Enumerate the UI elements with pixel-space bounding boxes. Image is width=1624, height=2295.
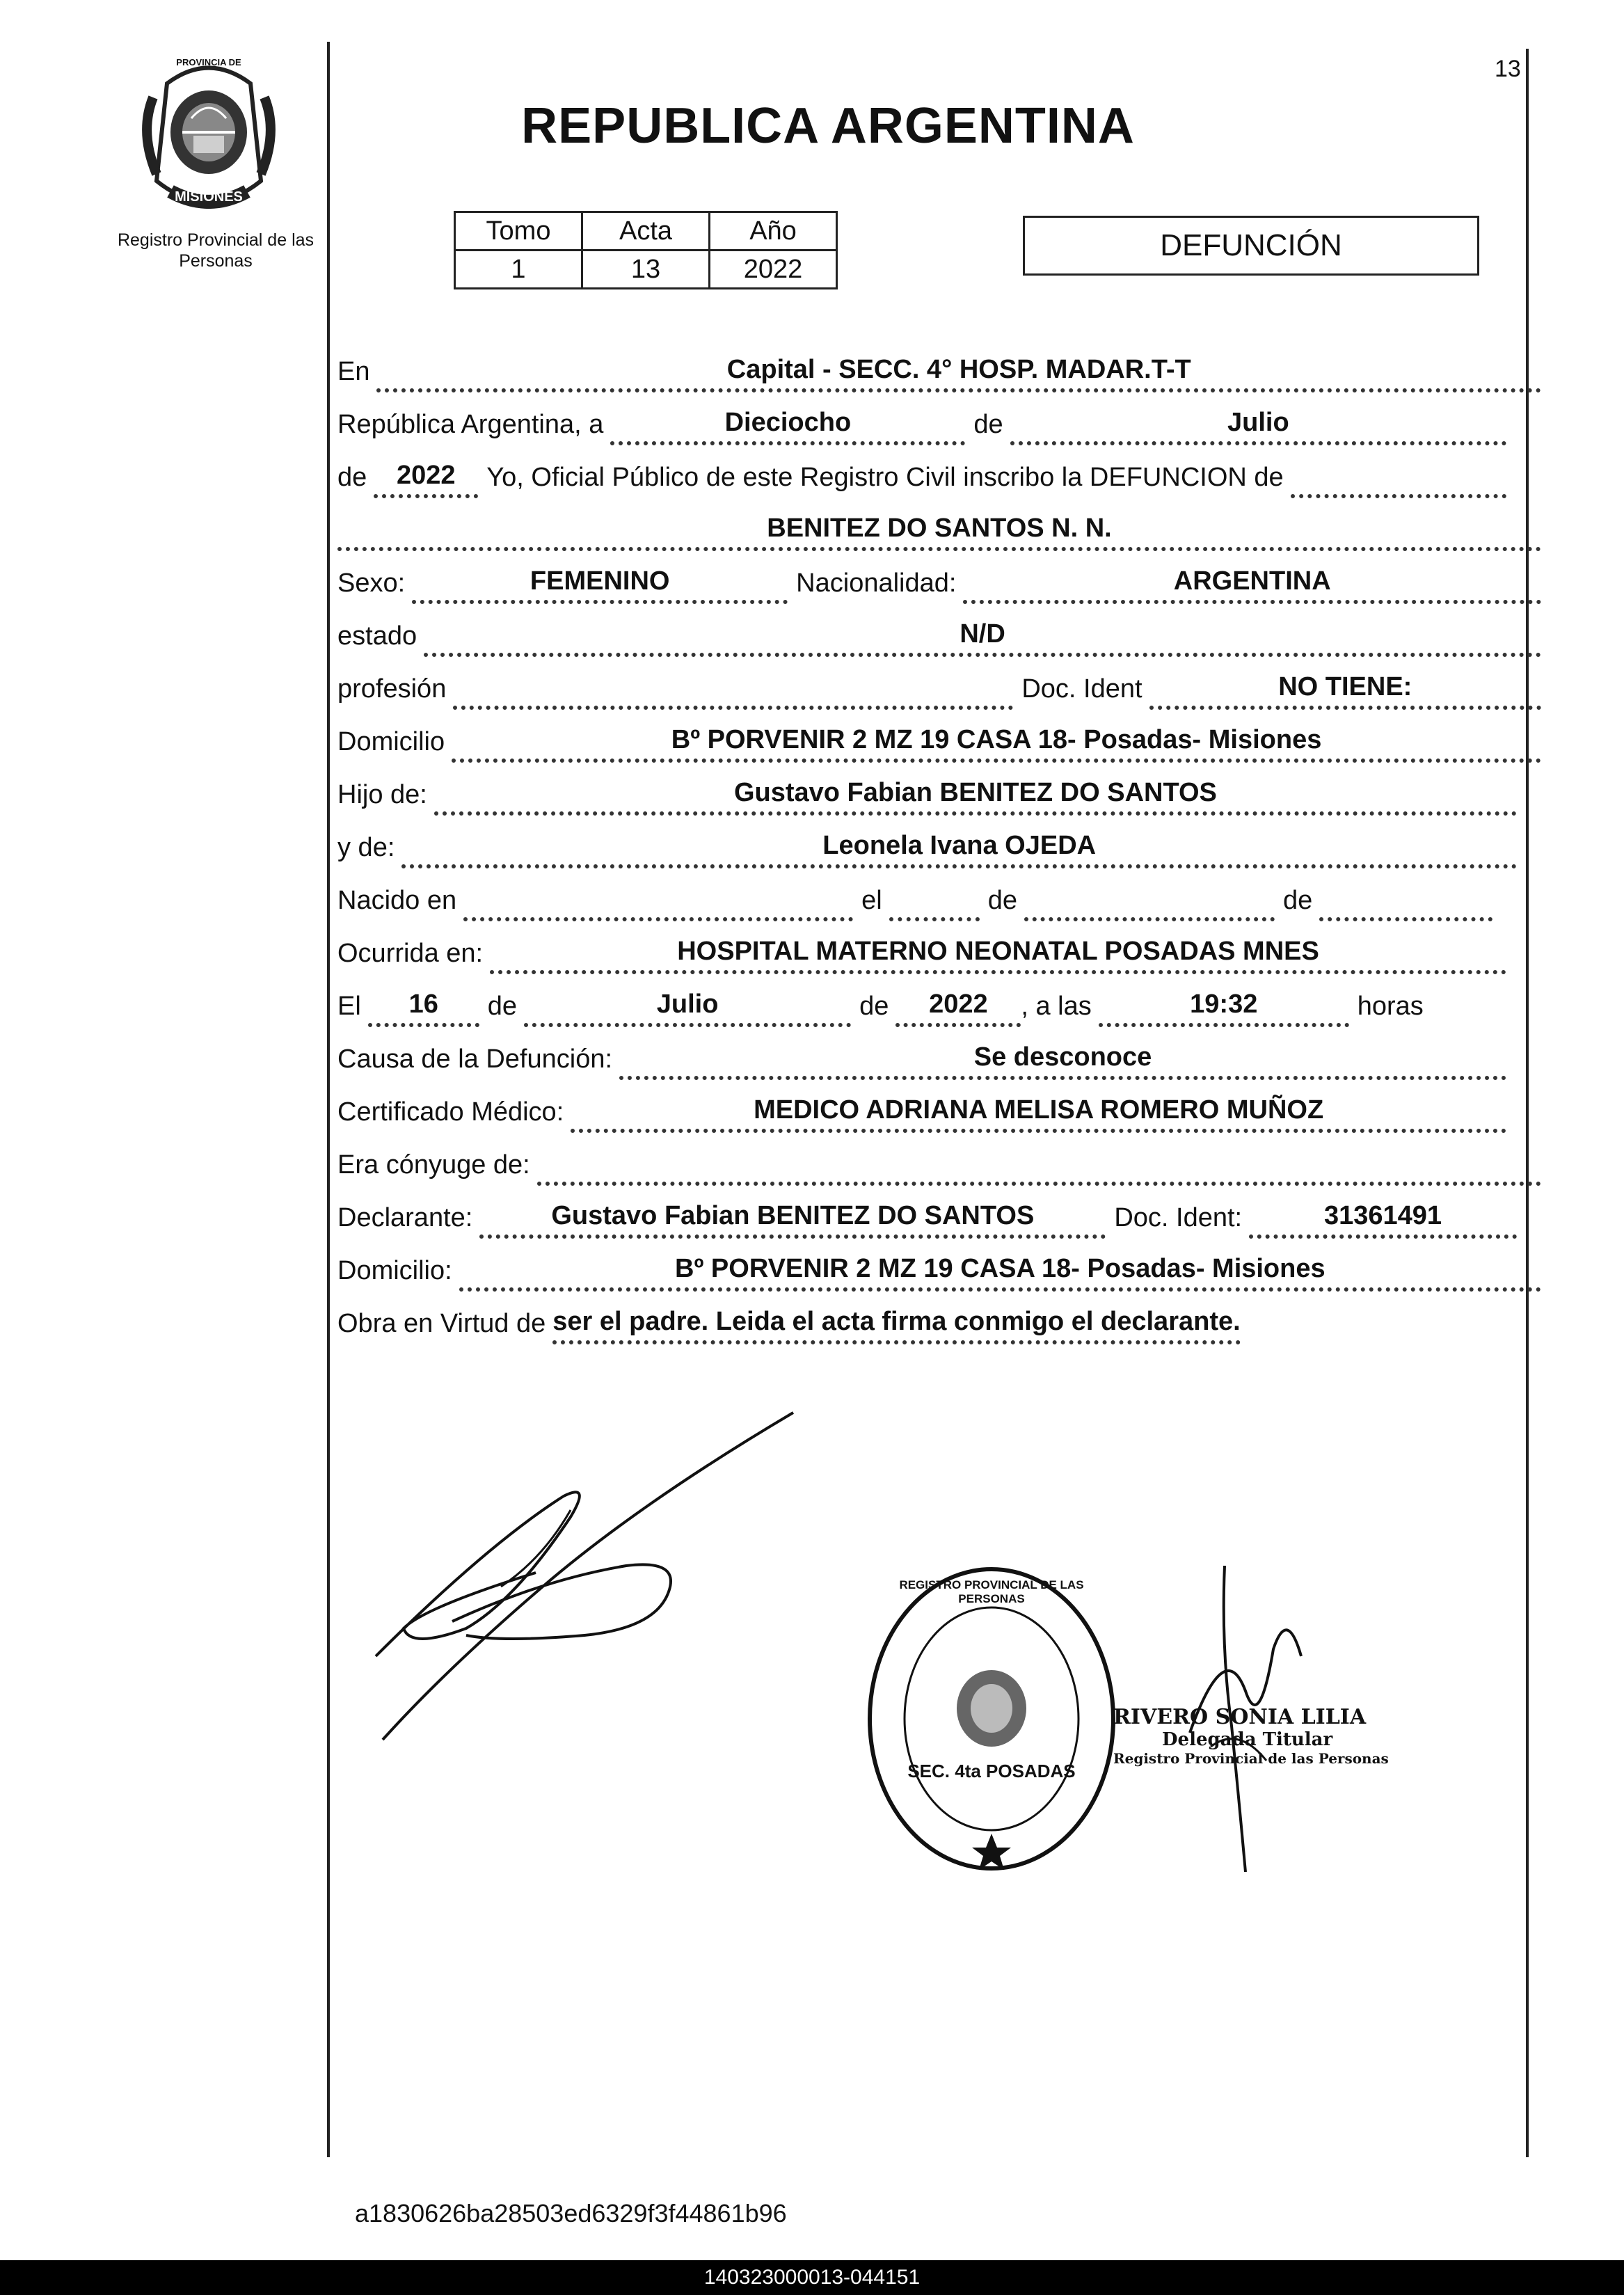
nacido-de-label-1: de [987, 886, 1017, 915]
official-registry: Registro Provincial de las Personas [1113, 1750, 1389, 1767]
acta-value: 13 [582, 251, 710, 289]
death-de-label-1: de [487, 992, 518, 1021]
row-causa [337, 1027, 1541, 1080]
horas-label: horas [1357, 992, 1424, 1021]
official-stamp-block [1113, 1705, 1433, 1767]
row-hijo [337, 763, 1541, 816]
barcode-footer: 140323000013-044151 [0, 2260, 1624, 2295]
row-declarante [337, 1186, 1541, 1239]
country-title: REPUBLICA ARGENTINA [521, 98, 1135, 154]
estado-label: estado [337, 621, 417, 651]
row-ocurrida [337, 921, 1541, 974]
conyuge-field [537, 1147, 1541, 1186]
nacido-de-label-2: de [1282, 886, 1313, 915]
obra-label: Obra en Virtud de [337, 1309, 546, 1338]
anio-header: Año [710, 212, 837, 251]
row-date [337, 392, 1541, 445]
row-certificado [337, 1080, 1541, 1133]
statement-text: Yo, Oficial Público de este Registro Civil inscribo la DEFUNCION de [486, 463, 1284, 492]
nacionalidad-field: ARGENTINA [963, 565, 1541, 604]
ocurrida-label: Ocurrida en: [337, 939, 484, 968]
registry-stamp [859, 1559, 1124, 1879]
nacido-label: Nacido en [337, 886, 457, 915]
row-domicilio [337, 710, 1541, 763]
acta-header: Acta [582, 212, 710, 251]
registry-label: Registro Provincial de las Personas [117, 230, 315, 271]
row-statement [337, 445, 1541, 498]
de-label: de [973, 410, 1003, 439]
certificado-label: Certificado Médico: [337, 1097, 564, 1127]
stamp-inner-text: SEC. 4ta POSADAS [907, 1761, 1076, 1781]
en-field: Capital - SECC. 4° HOSP. MADAR.T-T [376, 354, 1541, 392]
profesion-field [453, 671, 1013, 710]
father-field: Gustavo Fabian BENITEZ DO SANTOS [434, 777, 1517, 816]
domicilio-label: Domicilio [337, 727, 445, 756]
row-sexo [337, 551, 1541, 604]
row-domicilio2 [337, 1239, 1541, 1292]
doc-ident-field: NO TIENE: [1149, 671, 1541, 710]
causa-label: Causa de la Defunción: [337, 1045, 613, 1074]
declarante-label: Declarante: [337, 1203, 473, 1232]
conyuge-label: Era cónyuge de: [337, 1150, 530, 1180]
causa-field: Se desconoce [619, 1041, 1506, 1080]
en-label: En [337, 357, 370, 386]
mother-field: Leonela Ivana OJEDA [401, 829, 1517, 868]
obra-field: ser el padre. Leida el acta firma conmigo el declarante. [552, 1305, 1240, 1344]
seal-text-top: PROVINCIA DE [176, 57, 241, 68]
declarante-doc-label: Doc. Ident: [1114, 1203, 1243, 1232]
sexo-label: Sexo: [337, 569, 406, 598]
doc-ident-label: Doc. Ident [1021, 674, 1143, 704]
tomo-value: 1 [455, 251, 582, 289]
declarant-signature [362, 1406, 814, 1768]
row-deceased [337, 498, 1541, 551]
row-estado [337, 604, 1541, 657]
official-title: Delegada Titular [1162, 1729, 1333, 1750]
day-field: Dieciocho [610, 406, 965, 445]
nacido-year-field [1319, 882, 1492, 921]
estado-field: N/D [424, 618, 1541, 657]
nacido-field [463, 882, 853, 921]
official-name: RIVERO SONIA LILIA [1113, 1705, 1367, 1729]
death-de-label-2: de [859, 992, 889, 1021]
anio-value: 2022 [710, 251, 837, 289]
year-field: 2022 [374, 459, 478, 498]
left-margin-line [327, 42, 330, 2157]
hijo-label: Hijo de: [337, 780, 427, 809]
nacido-month-field [1024, 882, 1275, 921]
row-nacido [337, 868, 1541, 921]
death-month-field: Julio [524, 988, 851, 1027]
nacido-day-field [889, 882, 980, 921]
declarante-doc-field: 31361491 [1249, 1200, 1517, 1239]
declarante-field: Gustavo Fabian BENITEZ DO SANTOS [479, 1200, 1106, 1239]
row-conyuge [337, 1133, 1541, 1186]
yde-label: y de: [337, 833, 395, 862]
domicilio-field: Bº PORVENIR 2 MZ 19 CASA 18- Posadas- Misiones [452, 724, 1541, 763]
stamp-ring-text: REGISTRO PROVINCIAL DE LAS PERSONAS [899, 1578, 1084, 1605]
record-number-table [454, 211, 838, 289]
row-obra [337, 1292, 1541, 1344]
month-field: Julio [1010, 406, 1506, 445]
row-yde [337, 816, 1541, 868]
a-las-label: , a las [1021, 992, 1092, 1021]
death-certificate-form [337, 340, 1541, 1344]
document-hash: a1830626ba28503ed6329f3f44861b96 [355, 2199, 787, 2228]
nacionalidad-label: Nacionalidad: [796, 569, 957, 598]
row-death-date [337, 974, 1541, 1027]
page-number: 13 [1495, 56, 1521, 82]
sexo-field: FEMENINO [412, 565, 788, 604]
statement-blank [1291, 459, 1506, 498]
profesion-label: profesión [337, 674, 447, 704]
death-time-field: 19:32 [1099, 988, 1349, 1027]
el-label: El [337, 992, 361, 1021]
death-day-field: 16 [368, 988, 479, 1027]
record-type-box: DEFUNCIÓN [1023, 216, 1479, 276]
row-en [337, 340, 1541, 392]
seal-text-bottom: MISIONES [175, 189, 243, 205]
deceased-name-field: BENITEZ DO SANTOS N. N. [337, 512, 1541, 551]
death-year-field: 2022 [895, 988, 1021, 1027]
nacido-el-label: el [861, 886, 882, 915]
year-prefix-label: de [337, 463, 367, 492]
certificado-field: MEDICO ADRIANA MELISA ROMERO MUÑOZ [571, 1094, 1506, 1133]
domicilio2-field: Bº PORVENIR 2 MZ 19 CASA 18- Posadas- Misiones [459, 1253, 1541, 1292]
ocurrida-field: HOSPITAL MATERNO NEONATAL POSADAS MNES [490, 935, 1506, 974]
tomo-header: Tomo [455, 212, 582, 251]
row-profesion [337, 657, 1541, 710]
republica-label: República Argentina, a [337, 410, 604, 439]
domicilio2-label: Domicilio: [337, 1256, 452, 1285]
